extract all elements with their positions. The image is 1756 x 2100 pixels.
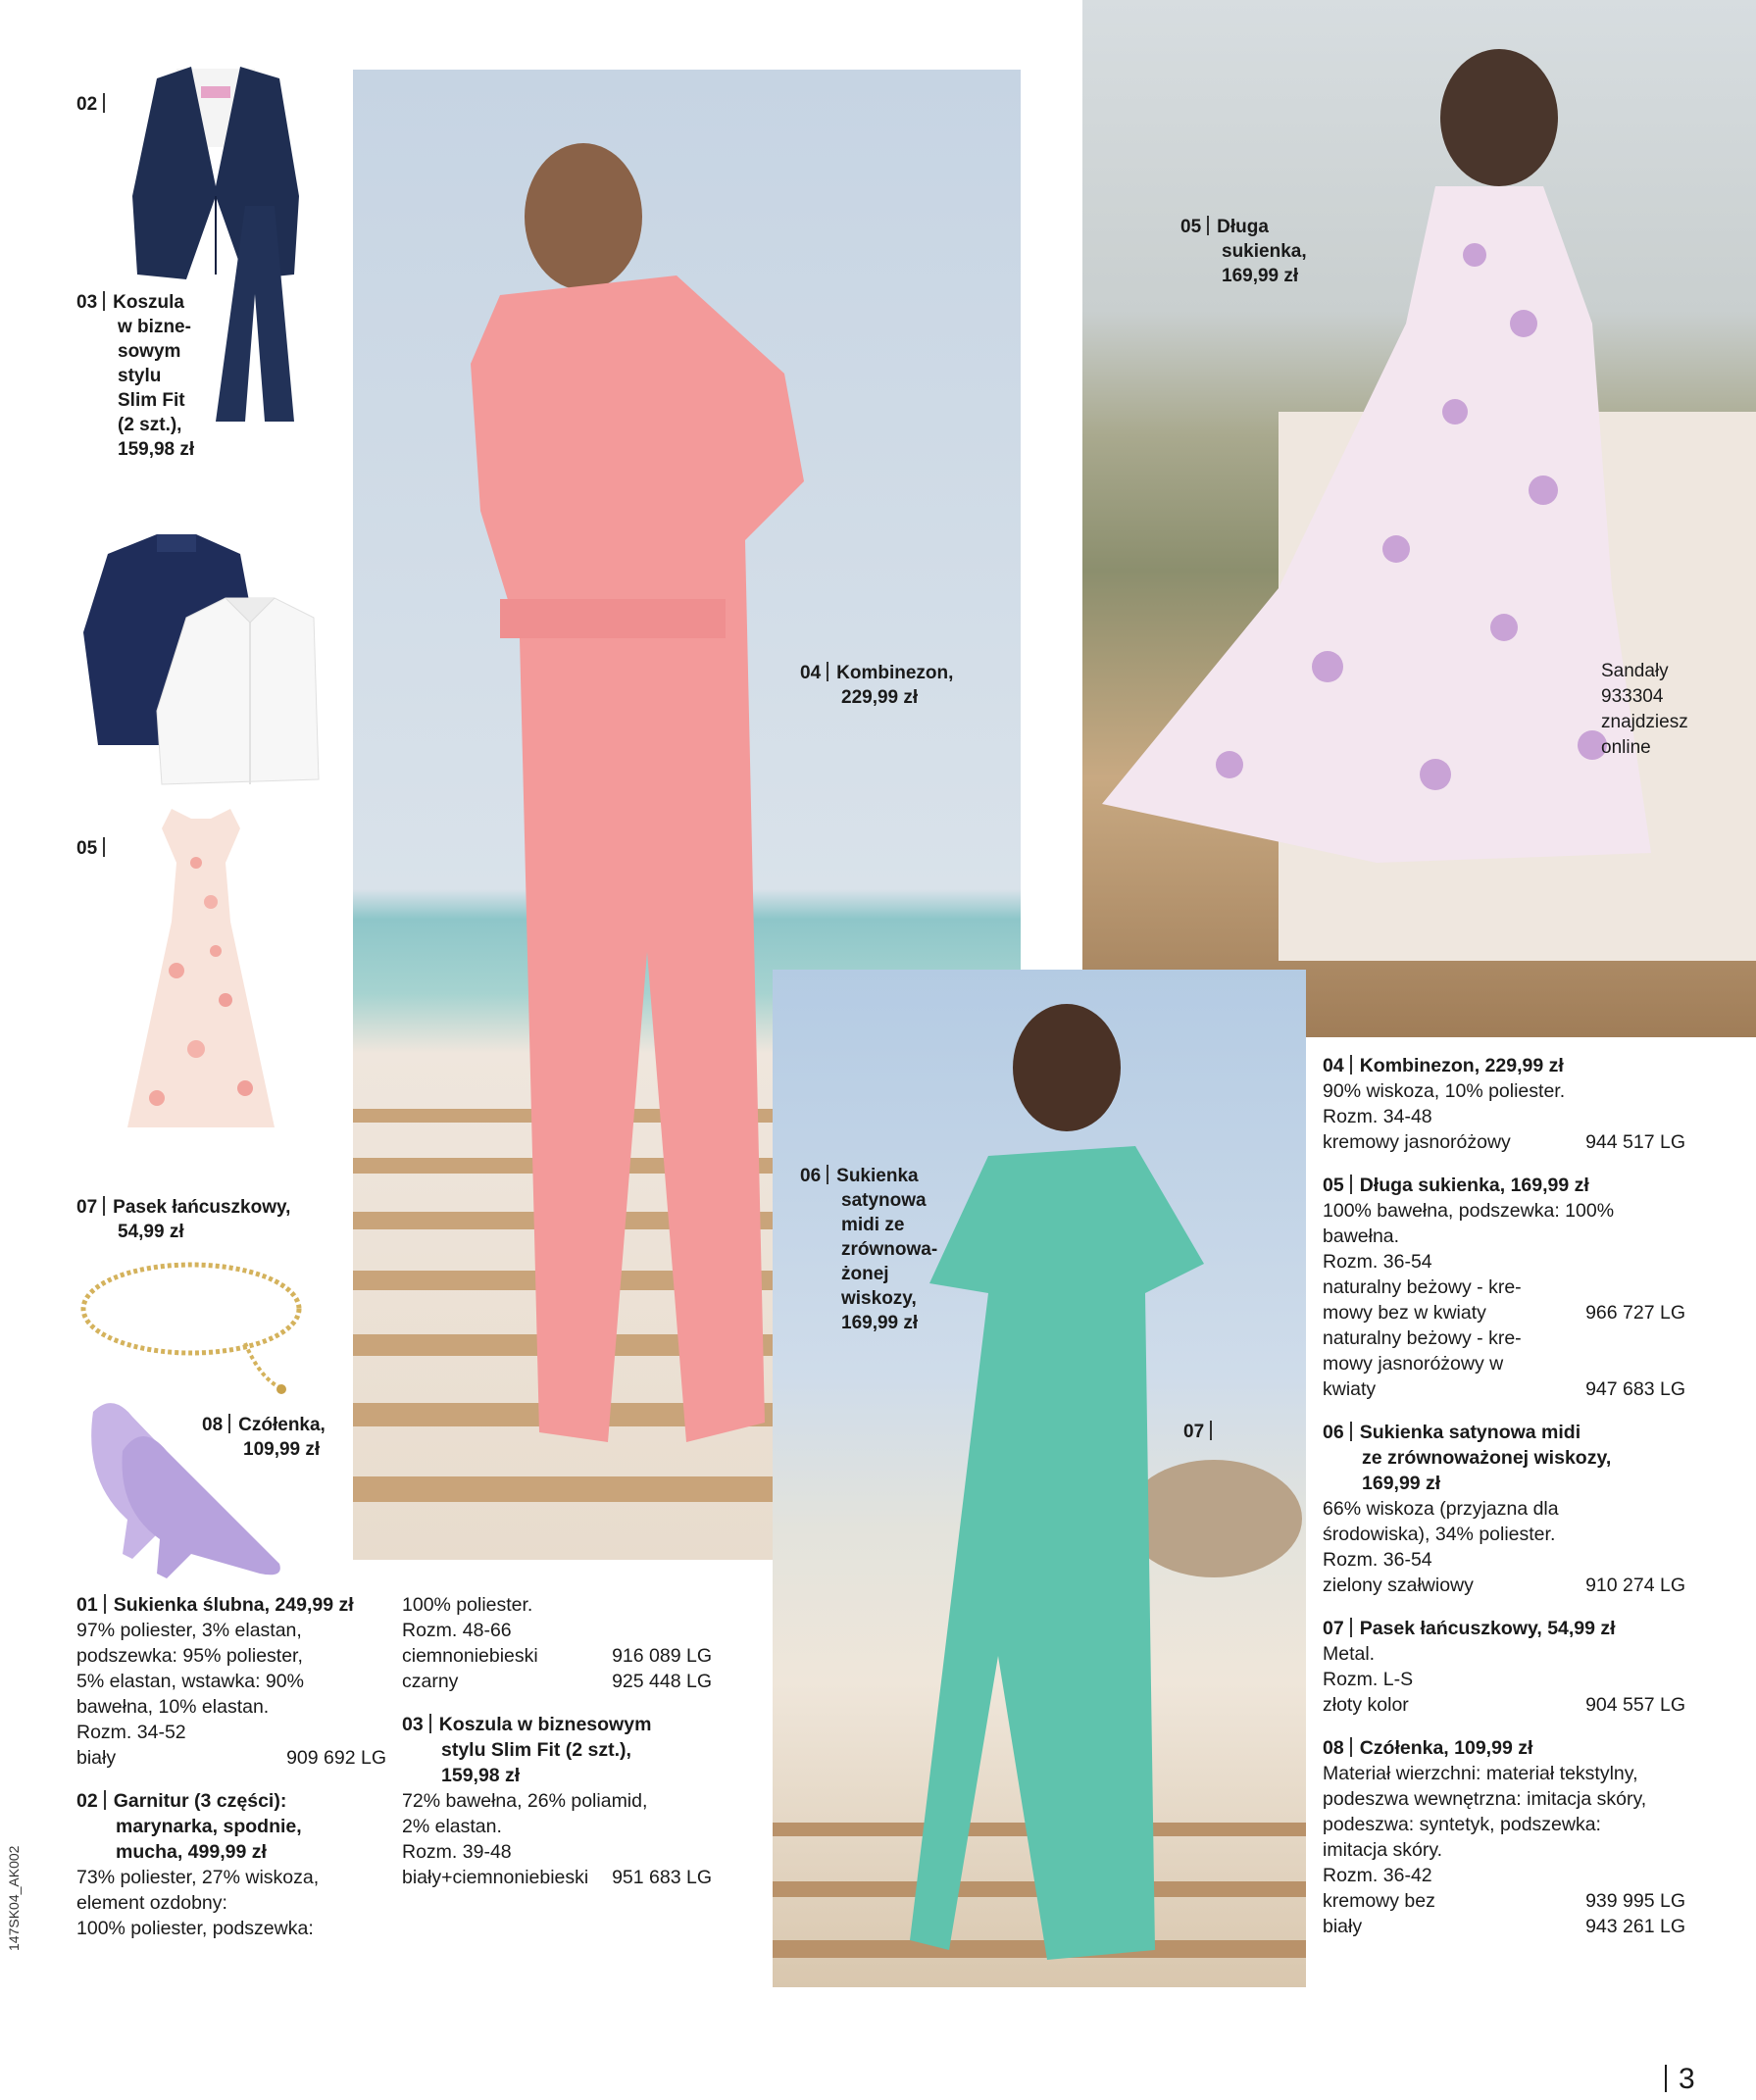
chain-belt-image (74, 1250, 309, 1397)
spec-02: 02 Garnitur (3 części): marynarka, spodnie, mucha, 499,99 zł 73% poliester, 27% wiskoza, element ozdobny: 100% poliester, podszewka: (76, 1790, 320, 1939)
spec-middle-column (402, 1592, 712, 1908)
label-04-photo: 04 Kombinezon, 229,99 zł (800, 663, 954, 708)
label-02: 02 (76, 92, 113, 117)
spec-06: 06 Sukienka satynowa midi ze zrównoważonej wiskozy, 169,99 zł 66% wiskoza (przyjazna dla środowiska), 34% poliester. Rozm. 36-54 zielony szałwiowy 910 274 LG (1323, 1422, 1685, 1596)
label-05-small: 05 (76, 836, 113, 861)
floral-dress-photo (1082, 0, 1756, 1037)
shirts-image (78, 534, 324, 799)
spec-01: 01 Sukienka ślubna, 249,99 zł 97% poliester, 3% elastan, podszewka: 95% poliester, 5% elastan, wstawka: 90% bawełna, 10% elastan. Rozm. 34-52 biały 909 692 LG (76, 1594, 386, 1769)
spec-left-column (76, 1592, 386, 1959)
sandals-note: Sandały 933304 znajdziesz online (1601, 661, 1688, 758)
label-08: 08 Czółenka, 109,99 zł (202, 1415, 326, 1460)
spec-05: 05 Długa sukienka, 169,99 zł 100% bawełna, podszewka: 100% bawełna. Rozm. 36-54 naturalny beżowy - kre- mowy bez w kwiaty 966 727 LG naturalny beżowy - kre- mowy jasnoróżowy w kwiaty 947 683 LG (1323, 1175, 1685, 1400)
label-05-photo: 05 Długa sukienka, 169,99 zł (1180, 217, 1307, 286)
label-06-photo: 06 Sukienka satynowa midi ze zrównowa- żonej wiskozy, 169,99 zł (800, 1166, 938, 1333)
label-07-photo: 07 (1183, 1420, 1220, 1444)
floral-dress-image (118, 804, 284, 1137)
spec-08: 08 Czółenka, 109,99 zł Materiał wierzchni: materiał tekstylny, podeszwa wewnętrzna: imitacja skóry, podeszwa: syntetyk, podszewka: imitacja skóry. Rozm. 36-42 kremowy bez 939 995 LG biały 943 261 LG (1323, 1737, 1685, 1937)
page-number: 3 (1665, 2063, 1695, 2096)
label-07: 07 Pasek łańcuszkowy, 54,99 zł (76, 1197, 291, 1242)
catalog-code: 147SK04_AK002 (6, 1845, 22, 1951)
spec-02-continued: 100% poliester. Rozm. 48-66 ciemnoniebieski 916 089 LG czarny 925 448 LG (402, 1594, 712, 1692)
label-03: 03 Koszula w bizne- sowym stylu Slim Fit (2 szt.), 159,98 zł (76, 292, 195, 460)
spec-04: 04 Kombinezon, 229,99 zł 90% wiskoza, 10% poliester. Rozm. 34-48 kremowy jasnoróżowy 944 517 LG (1323, 1055, 1685, 1153)
spec-03: 03 Koszula w biznesowym stylu Slim Fit (2 szt.), 159,98 zł 72% bawełna, 26% poliamid, 2% elastan. Rozm. 39-48 biały+ciemnoniebieski 951 683 LG (402, 1714, 712, 1888)
green-dress-photo (773, 970, 1306, 1987)
spec-right-column (1323, 1053, 1685, 1957)
spec-07: 07 Pasek łańcuszkowy, 54,99 zł Metal. Rozm. L-S złoty kolor 904 557 LG (1323, 1618, 1685, 1716)
